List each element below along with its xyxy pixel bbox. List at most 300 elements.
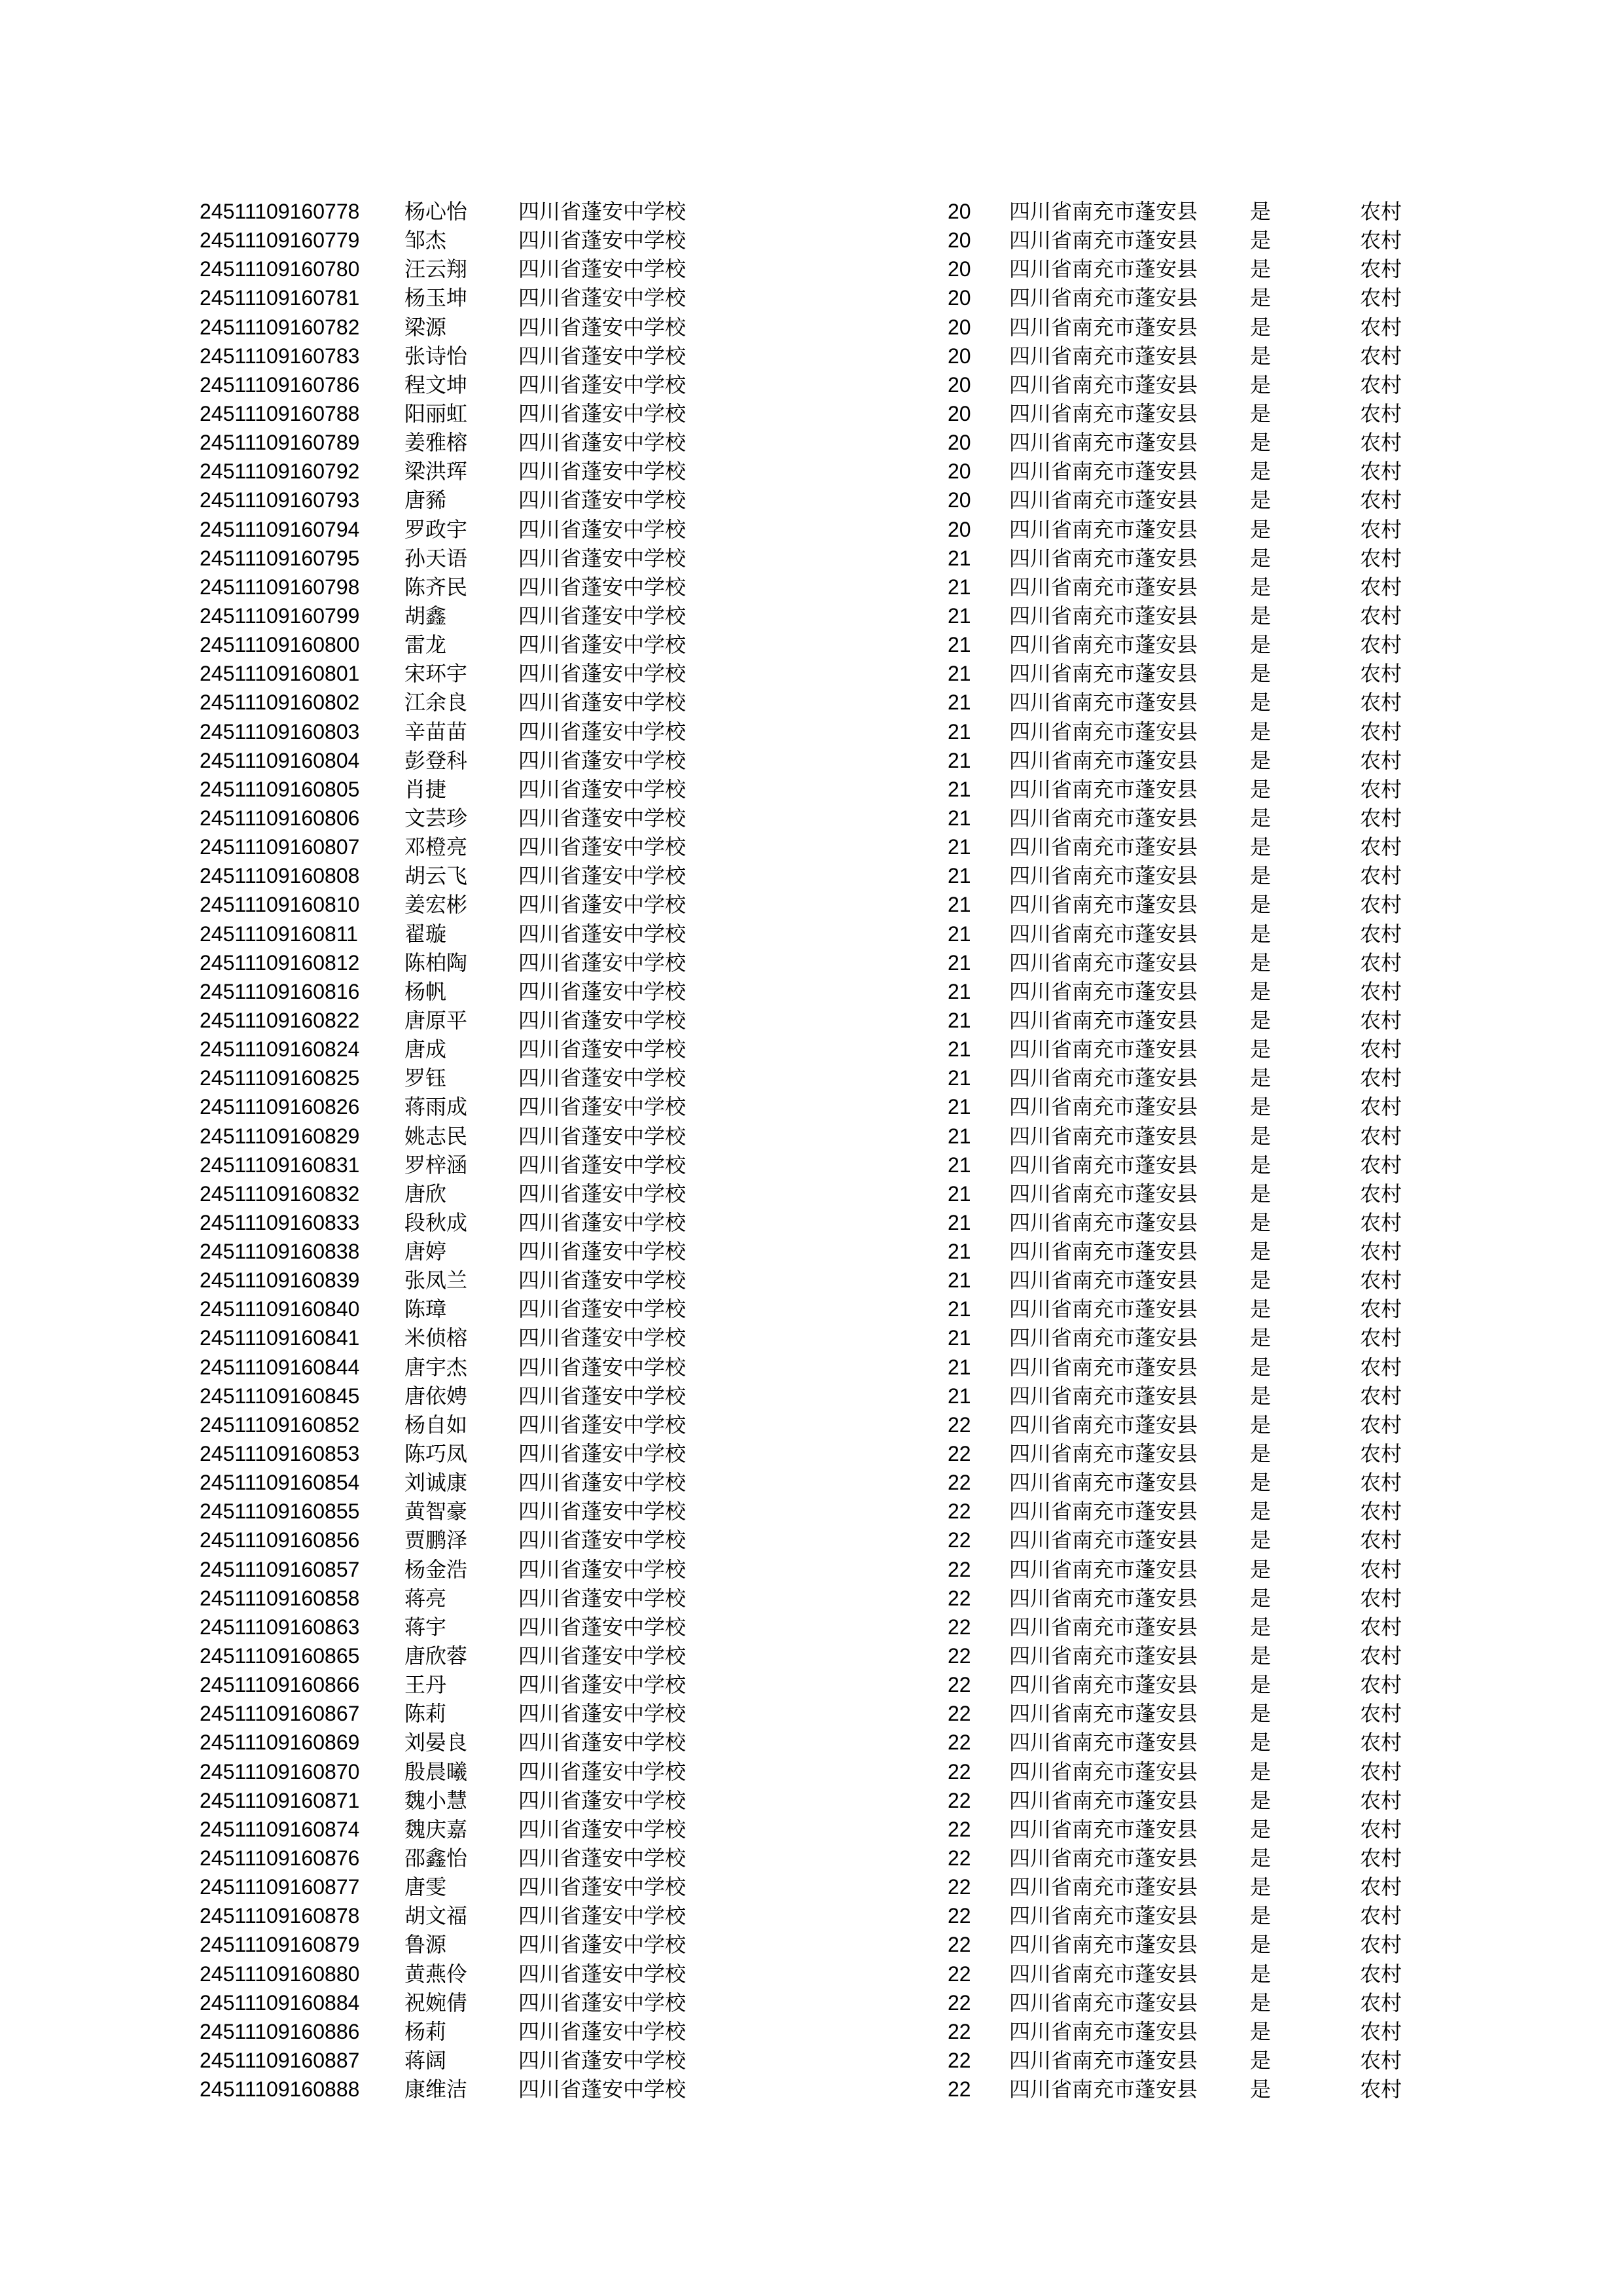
age-cell: 21 (948, 1153, 971, 1177)
school-cell: 四川省蓬安中学校 (518, 2077, 687, 2102)
student-id-cell: 24511109160874 (200, 1817, 360, 1841)
table-row (200, 630, 1430, 659)
name-cell: 胡云飞 (404, 863, 468, 889)
school-cell: 四川省蓬安中学校 (518, 199, 687, 224)
table-row (200, 2046, 1430, 2075)
area-cell: 农村 (1360, 459, 1402, 484)
school-cell: 四川省蓬安中学校 (518, 892, 687, 918)
area-cell: 农村 (1360, 488, 1402, 513)
student-id-cell: 24511109160808 (200, 864, 360, 888)
student-id-cell: 24511109160826 (200, 1095, 360, 1119)
school-cell: 四川省蓬安中学校 (518, 574, 687, 600)
student-id-cell: 24511109160802 (200, 691, 360, 715)
flag-cell: 是 (1250, 1325, 1272, 1351)
age-cell: 21 (948, 979, 971, 1003)
area-cell: 农村 (1360, 1961, 1402, 1986)
student-id-cell: 24511109160781 (200, 286, 360, 310)
address-cell: 四川省南充市蓬安县 (1009, 2018, 1198, 2044)
school-cell: 四川省蓬安中学校 (518, 1903, 687, 1929)
table-row (200, 1699, 1430, 1728)
area-cell: 农村 (1360, 719, 1402, 744)
address-cell: 四川省南充市蓬安县 (1009, 1239, 1198, 1265)
table-row (200, 775, 1430, 804)
student-id-cell: 24511109160816 (200, 979, 360, 1003)
address-cell: 四川省南充市蓬安县 (1009, 228, 1198, 253)
student-id-cell: 24511109160792 (200, 459, 360, 484)
school-cell: 四川省蓬安中学校 (518, 1499, 687, 1524)
flag-cell: 是 (1250, 343, 1272, 368)
name-cell: 杨玉坤 (404, 285, 468, 311)
address-cell: 四川省南充市蓬安县 (1009, 1643, 1198, 1669)
table-row (200, 457, 1430, 486)
flag-cell: 是 (1250, 1643, 1272, 1669)
table-row (200, 1151, 1430, 1179)
area-cell: 农村 (1360, 228, 1402, 253)
address-cell: 四川省南充市蓬安县 (1009, 632, 1198, 658)
name-cell: 阳丽虹 (404, 401, 468, 426)
area-cell: 农村 (1360, 1528, 1402, 1553)
address-cell: 四川省南充市蓬安县 (1009, 1874, 1198, 1900)
student-id-cell: 24511109160833 (200, 1210, 360, 1234)
area-cell: 农村 (1360, 661, 1402, 687)
area-cell: 农村 (1360, 1007, 1402, 1033)
name-cell: 陈莉 (404, 1701, 447, 1727)
table-row (200, 1728, 1430, 1757)
area-cell: 农村 (1360, 776, 1402, 802)
name-cell: 杨自如 (404, 1412, 468, 1437)
address-cell: 四川省南充市蓬安县 (1009, 1441, 1198, 1467)
name-cell: 康维洁 (404, 2077, 468, 2102)
flag-cell: 是 (1250, 1961, 1272, 1986)
student-table (200, 197, 1430, 2104)
student-id-cell: 24511109160805 (200, 777, 360, 801)
student-id-cell: 24511109160863 (200, 1615, 360, 1639)
name-cell: 蒋宇 (404, 1614, 447, 1640)
age-cell: 22 (948, 1702, 971, 1726)
address-cell: 四川省南充市蓬安县 (1009, 199, 1198, 224)
name-cell: 邹杰 (404, 228, 447, 253)
flag-cell: 是 (1250, 892, 1272, 918)
student-id-cell: 24511109160853 (200, 1442, 360, 1466)
name-cell: 黄燕伶 (404, 1961, 468, 1986)
student-id-cell: 24511109160789 (200, 431, 360, 455)
address-cell: 四川省南充市蓬安县 (1009, 1123, 1198, 1149)
school-cell: 四川省蓬安中学校 (518, 545, 687, 571)
table-row (200, 1179, 1430, 1208)
age-cell: 20 (948, 286, 971, 310)
age-cell: 22 (948, 1788, 971, 1812)
age-cell: 22 (948, 1615, 971, 1639)
area-cell: 农村 (1360, 430, 1402, 456)
table-row (200, 1901, 1430, 1930)
school-cell: 四川省蓬安中学校 (518, 1354, 687, 1380)
table-row (200, 370, 1430, 399)
flag-cell: 是 (1250, 978, 1272, 1004)
age-cell: 22 (948, 1644, 971, 1668)
school-cell: 四川省蓬安中学校 (518, 1210, 687, 1235)
school-cell: 四川省蓬安中学校 (518, 776, 687, 802)
area-cell: 农村 (1360, 2048, 1402, 2073)
flag-cell: 是 (1250, 1383, 1272, 1408)
student-id-cell: 24511109160867 (200, 1702, 360, 1726)
area-cell: 农村 (1360, 401, 1402, 426)
table-row (200, 601, 1430, 630)
area-cell: 农村 (1360, 1181, 1402, 1206)
name-cell: 陈柏陶 (404, 950, 468, 975)
age-cell: 22 (948, 2049, 971, 2072)
age-cell: 21 (948, 603, 971, 628)
flag-cell: 是 (1250, 459, 1272, 484)
name-cell: 陈璋 (404, 1297, 447, 1322)
school-cell: 四川省蓬安中学校 (518, 1441, 687, 1467)
student-id-cell: 24511109160852 (200, 1412, 360, 1437)
age-cell: 22 (948, 1962, 971, 1986)
table-row (200, 1930, 1430, 1959)
name-cell: 孙天语 (404, 545, 468, 571)
name-cell: 雷龙 (404, 632, 447, 658)
age-cell: 22 (948, 2019, 971, 2043)
age-cell: 20 (948, 228, 971, 253)
student-id-cell: 24511109160865 (200, 1644, 360, 1668)
school-cell: 四川省蓬安中学校 (518, 690, 687, 715)
area-cell: 农村 (1360, 516, 1402, 542)
student-id-cell: 24511109160855 (200, 1499, 360, 1524)
table-row (200, 1844, 1430, 1873)
student-id-cell: 24511109160845 (200, 1384, 360, 1408)
flag-cell: 是 (1250, 1614, 1272, 1640)
student-id-cell: 24511109160857 (200, 1557, 360, 1581)
area-cell: 农村 (1360, 1585, 1402, 1611)
age-cell: 22 (948, 1442, 971, 1466)
flag-cell: 是 (1250, 776, 1272, 802)
age-cell: 22 (948, 1499, 971, 1524)
age-cell: 22 (948, 1673, 971, 1697)
address-cell: 四川省南充市蓬安县 (1009, 459, 1198, 484)
school-cell: 四川省蓬安中学校 (518, 1470, 687, 1496)
area-cell: 农村 (1360, 1701, 1402, 1727)
table-row (200, 1092, 1430, 1121)
school-cell: 四川省蓬安中学校 (518, 1412, 687, 1437)
address-cell: 四川省南充市蓬安县 (1009, 690, 1198, 715)
student-id-cell: 24511109160888 (200, 2077, 360, 2102)
age-cell: 21 (948, 1240, 971, 1264)
area-cell: 农村 (1360, 1874, 1402, 1900)
school-cell: 四川省蓬安中学校 (518, 719, 687, 744)
student-id-cell: 24511109160880 (200, 1962, 360, 1986)
flag-cell: 是 (1250, 1123, 1272, 1149)
table-row (200, 2017, 1430, 2046)
student-id-cell: 24511109160794 (200, 517, 360, 541)
area-cell: 农村 (1360, 863, 1402, 889)
name-cell: 唐豨 (404, 488, 447, 513)
school-cell: 四川省蓬安中学校 (518, 1181, 687, 1206)
name-cell: 唐欣 (404, 1181, 447, 1206)
age-cell: 21 (948, 864, 971, 888)
address-cell: 四川省南充市蓬安县 (1009, 1007, 1198, 1033)
name-cell: 梁源 (404, 314, 447, 340)
student-id-cell: 24511109160799 (200, 603, 360, 628)
address-cell: 四川省南充市蓬安县 (1009, 1297, 1198, 1322)
address-cell: 四川省南充市蓬安县 (1009, 1846, 1198, 1871)
school-cell: 四川省蓬安中学校 (518, 1846, 687, 1871)
name-cell: 唐雯 (404, 1874, 447, 1900)
age-cell: 22 (948, 1759, 971, 1784)
table-row (200, 920, 1430, 948)
student-id-cell: 24511109160884 (200, 1990, 360, 2015)
flag-cell: 是 (1250, 1152, 1272, 1177)
age-cell: 21 (948, 748, 971, 772)
name-cell: 张诗怡 (404, 343, 468, 368)
name-cell: 段秋成 (404, 1210, 468, 1235)
name-cell: 唐宇杰 (404, 1354, 468, 1380)
flag-cell: 是 (1250, 401, 1272, 426)
address-cell: 四川省南充市蓬安县 (1009, 2048, 1198, 2073)
name-cell: 黄智豪 (404, 1499, 468, 1524)
name-cell: 胡鑫 (404, 603, 447, 628)
flag-cell: 是 (1250, 285, 1272, 311)
flag-cell: 是 (1250, 2018, 1272, 2044)
flag-cell: 是 (1250, 430, 1272, 456)
area-cell: 农村 (1360, 834, 1402, 860)
school-cell: 四川省蓬安中学校 (518, 1239, 687, 1265)
flag-cell: 是 (1250, 488, 1272, 513)
flag-cell: 是 (1250, 1268, 1272, 1293)
flag-cell: 是 (1250, 603, 1272, 628)
school-cell: 四川省蓬安中学校 (518, 2048, 687, 2073)
school-cell: 四川省蓬安中学校 (518, 1007, 687, 1033)
school-cell: 四川省蓬安中学校 (518, 1528, 687, 1553)
flag-cell: 是 (1250, 661, 1272, 687)
age-cell: 21 (948, 1384, 971, 1408)
area-cell: 农村 (1360, 921, 1402, 946)
flag-cell: 是 (1250, 1730, 1272, 1755)
area-cell: 农村 (1360, 1730, 1402, 1755)
flag-cell: 是 (1250, 545, 1272, 571)
flag-cell: 是 (1250, 199, 1272, 224)
table-row (200, 255, 1430, 283)
flag-cell: 是 (1250, 372, 1272, 397)
school-cell: 四川省蓬安中学校 (518, 1123, 687, 1149)
school-cell: 四川省蓬安中学校 (518, 1383, 687, 1408)
school-cell: 四川省蓬安中学校 (518, 1961, 687, 1986)
area-cell: 农村 (1360, 314, 1402, 340)
name-cell: 蒋阔 (404, 2048, 447, 2073)
school-cell: 四川省蓬安中学校 (518, 978, 687, 1004)
age-cell: 22 (948, 2077, 971, 2102)
name-cell: 唐原平 (404, 1007, 468, 1033)
student-id-cell: 24511109160824 (200, 1037, 360, 1062)
name-cell: 唐依娉 (404, 1383, 468, 1408)
name-cell: 罗钰 (404, 1066, 447, 1091)
area-cell: 农村 (1360, 1643, 1402, 1669)
student-id-cell: 24511109160798 (200, 575, 360, 599)
table-row (200, 1960, 1430, 1988)
address-cell: 四川省南充市蓬安县 (1009, 719, 1198, 744)
address-cell: 四川省南充市蓬安县 (1009, 1701, 1198, 1727)
address-cell: 四川省南充市蓬安县 (1009, 603, 1198, 628)
area-cell: 农村 (1360, 574, 1402, 600)
table-row (200, 1323, 1430, 1352)
age-cell: 21 (948, 1268, 971, 1293)
address-cell: 四川省南充市蓬安县 (1009, 1383, 1198, 1408)
table-row (200, 1555, 1430, 1584)
area-cell: 农村 (1360, 1037, 1402, 1062)
area-cell: 农村 (1360, 1354, 1402, 1380)
name-cell: 刘晏良 (404, 1730, 468, 1755)
address-cell: 四川省南充市蓬安县 (1009, 314, 1198, 340)
flag-cell: 是 (1250, 1528, 1272, 1553)
student-id-cell: 24511109160804 (200, 748, 360, 772)
table-row (200, 1786, 1430, 1815)
school-cell: 四川省蓬安中学校 (518, 1701, 687, 1727)
address-cell: 四川省南充市蓬安县 (1009, 1556, 1198, 1582)
area-cell: 农村 (1360, 257, 1402, 282)
school-cell: 四川省蓬安中学校 (518, 1152, 687, 1177)
school-cell: 四川省蓬安中学校 (518, 430, 687, 456)
student-id-cell: 24511109160778 (200, 200, 360, 223)
age-cell: 22 (948, 1586, 971, 1610)
area-cell: 农村 (1360, 1614, 1402, 1640)
flag-cell: 是 (1250, 805, 1272, 831)
student-id-cell: 24511109160831 (200, 1153, 360, 1177)
age-cell: 21 (948, 1124, 971, 1148)
table-row (200, 1353, 1430, 1382)
address-cell: 四川省南充市蓬安县 (1009, 1152, 1198, 1177)
student-id-cell: 24511109160807 (200, 835, 360, 859)
table-row (200, 1815, 1430, 1844)
address-cell: 四川省南充市蓬安县 (1009, 1990, 1198, 2015)
table-row (200, 1064, 1430, 1092)
address-cell: 四川省南充市蓬安县 (1009, 343, 1198, 368)
age-cell: 22 (948, 1846, 971, 1871)
area-cell: 农村 (1360, 1470, 1402, 1496)
area-cell: 农村 (1360, 1441, 1402, 1467)
address-cell: 四川省南充市蓬安县 (1009, 1412, 1198, 1437)
student-id-cell: 24511109160844 (200, 1355, 360, 1379)
table-row (200, 399, 1430, 428)
flag-cell: 是 (1250, 574, 1272, 600)
area-cell: 农村 (1360, 805, 1402, 831)
age-cell: 21 (948, 1355, 971, 1379)
student-id-cell: 24511109160879 (200, 1933, 360, 1957)
name-cell: 姜宏彬 (404, 892, 468, 918)
area-cell: 农村 (1360, 199, 1402, 224)
school-cell: 四川省蓬安中学校 (518, 1672, 687, 1698)
student-id-cell: 24511109160800 (200, 633, 360, 657)
name-cell: 姜雅榕 (404, 430, 468, 456)
student-id-cell: 24511109160886 (200, 2019, 360, 2043)
table-row (200, 948, 1430, 977)
age-cell: 21 (948, 1095, 971, 1119)
age-cell: 22 (948, 1817, 971, 1841)
table-row (200, 486, 1430, 514)
table-row (200, 1410, 1430, 1439)
flag-cell: 是 (1250, 863, 1272, 889)
age-cell: 21 (948, 1037, 971, 1062)
school-cell: 四川省蓬安中学校 (518, 459, 687, 484)
age-cell: 21 (948, 1297, 971, 1321)
school-cell: 四川省蓬安中学校 (518, 632, 687, 658)
address-cell: 四川省南充市蓬安县 (1009, 747, 1198, 773)
flag-cell: 是 (1250, 950, 1272, 975)
name-cell: 杨帆 (404, 978, 447, 1004)
school-cell: 四川省蓬安中学校 (518, 401, 687, 426)
flag-cell: 是 (1250, 921, 1272, 946)
student-id-cell: 24511109160839 (200, 1268, 360, 1293)
flag-cell: 是 (1250, 228, 1272, 253)
name-cell: 辛苗苗 (404, 719, 468, 744)
area-cell: 农村 (1360, 285, 1402, 311)
student-id-cell: 24511109160869 (200, 1731, 360, 1755)
flag-cell: 是 (1250, 1470, 1272, 1496)
table-row (200, 226, 1430, 255)
area-cell: 农村 (1360, 545, 1402, 571)
address-cell: 四川省南充市蓬安县 (1009, 921, 1198, 946)
table-row (200, 833, 1430, 861)
name-cell: 翟璇 (404, 921, 447, 946)
student-id-cell: 24511109160779 (200, 228, 360, 253)
table-row (200, 1641, 1430, 1670)
address-cell: 四川省南充市蓬安县 (1009, 2077, 1198, 2102)
name-cell: 陈巧凤 (404, 1441, 468, 1467)
table-row (200, 1526, 1430, 1554)
student-id-cell: 24511109160838 (200, 1240, 360, 1264)
area-cell: 农村 (1360, 1152, 1402, 1177)
school-cell: 四川省蓬安中学校 (518, 834, 687, 860)
address-cell: 四川省南充市蓬安县 (1009, 950, 1198, 975)
school-cell: 四川省蓬安中学校 (518, 343, 687, 368)
address-cell: 四川省南充市蓬安县 (1009, 488, 1198, 513)
flag-cell: 是 (1250, 314, 1272, 340)
address-cell: 四川省南充市蓬安县 (1009, 1181, 1198, 1206)
flag-cell: 是 (1250, 719, 1272, 744)
student-id-cell: 24511109160841 (200, 1326, 360, 1350)
student-id-cell: 24511109160877 (200, 1875, 360, 1899)
address-cell: 四川省南充市蓬安县 (1009, 805, 1198, 831)
table-row (200, 2075, 1430, 2104)
table-row (200, 1439, 1430, 1468)
area-cell: 农村 (1360, 1210, 1402, 1235)
school-cell: 四川省蓬安中学校 (518, 488, 687, 513)
name-cell: 彭登科 (404, 747, 468, 773)
address-cell: 四川省南充市蓬安县 (1009, 401, 1198, 426)
area-cell: 农村 (1360, 1787, 1402, 1813)
table-row (200, 1584, 1430, 1613)
area-cell: 农村 (1360, 1672, 1402, 1698)
table-row (200, 1468, 1430, 1497)
address-cell: 四川省南充市蓬安县 (1009, 776, 1198, 802)
name-cell: 罗梓涵 (404, 1152, 468, 1177)
school-cell: 四川省蓬安中学校 (518, 1268, 687, 1293)
student-id-cell: 24511109160803 (200, 719, 360, 744)
address-cell: 四川省南充市蓬安县 (1009, 1268, 1198, 1293)
table-row (200, 1497, 1430, 1526)
student-id-cell: 24511109160793 (200, 488, 360, 512)
name-cell: 唐欣蓉 (404, 1643, 468, 1669)
area-cell: 农村 (1360, 1094, 1402, 1120)
age-cell: 22 (948, 1528, 971, 1552)
address-cell: 四川省南充市蓬安县 (1009, 1816, 1198, 1842)
address-cell: 四川省南充市蓬安县 (1009, 430, 1198, 456)
address-cell: 四川省南充市蓬安县 (1009, 257, 1198, 282)
address-cell: 四川省南充市蓬安县 (1009, 1066, 1198, 1091)
table-row (200, 717, 1430, 746)
school-cell: 四川省蓬安中学校 (518, 2018, 687, 2044)
area-cell: 农村 (1360, 1556, 1402, 1582)
name-cell: 刘诚康 (404, 1470, 468, 1496)
name-cell: 贾鹏泽 (404, 1528, 468, 1553)
area-cell: 农村 (1360, 1903, 1402, 1929)
